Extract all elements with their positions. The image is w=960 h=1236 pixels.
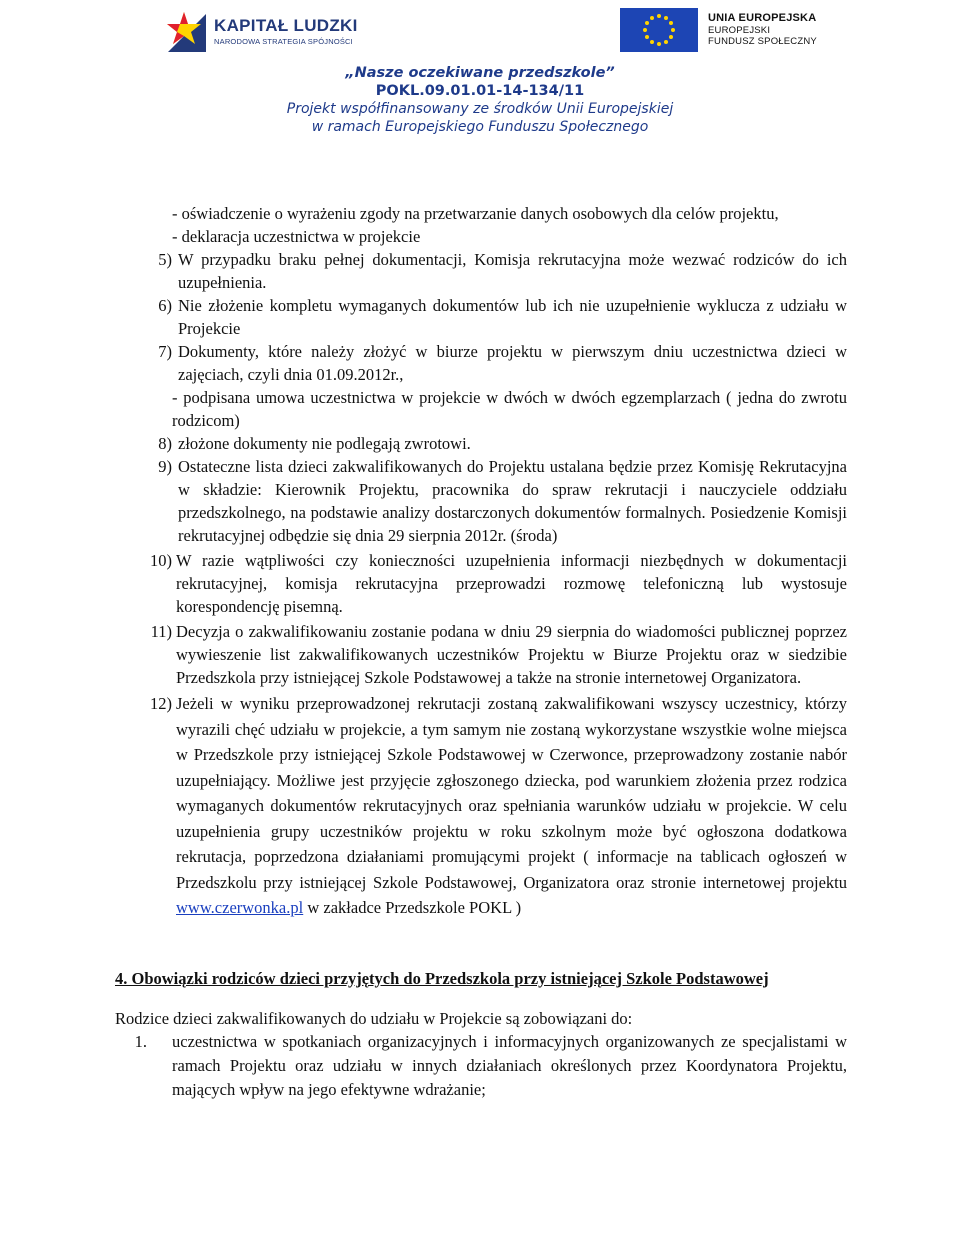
eu-logo-line3: FUNDUSZ SPOŁECZNY [708,36,817,47]
list-item-text [172,691,847,921]
list-item-number: 12) [150,694,172,713]
eu-flag-icon [620,8,698,52]
list-item-number: 7) [158,342,172,361]
list-item-text: Decyzja o zakwalifikowaniu zostanie podana w dniu 29 sierpnia do wiadomości publicznej poprzez wywieszenie list zakwalifikowanych uczestników Projektu w Biurze Projektu oraz w siedzibie Przedszkola przy istniejącej Szkole Podstawowej a także na stronie internetowej Organizatora. [176,622,847,687]
list-item-text: W razie wątpliwości czy konieczności uzupełnienia informacji niezbędnych w dokumentacji rekrutacyjnej, komisja rekrutacyjna przeprowadzi rozmowę telefoniczną lub wystosuje korespondencję pisemną. [176,551,847,616]
list-item-text: W przypadku braku pełnej dokumentacji, Komisja rekrutacyjna może wezwać rodziców do ich uzupełnienia. [178,250,847,292]
eu-logo-line1: UNIA EUROPEJSKA [708,12,817,24]
project-info [0,64,960,136]
list-item-12 [115,691,847,921]
list-item-7 [115,340,847,386]
page-header [0,0,960,140]
document-body [115,202,847,1102]
list-item-text-part: w zakładce Przedszkole POKL ) [303,898,522,917]
list-item-text: złożone dokumenty nie podlegają zwrotowi. [178,434,471,453]
bullet-declaration: - deklaracja uczestnictwa w projekcie [172,227,421,246]
eu-logo [620,6,830,52]
kapital-ludzki-title: KAPITAŁ LUDZKI [214,16,358,35]
list-item-8 [115,432,847,455]
list-item-11 [115,620,847,689]
project-fund: w ramach Europejskiego Funduszu Społecznego [311,119,649,135]
list-item-10 [115,549,847,618]
bullet-contract: - podpisana umowa uczestnictwa w projekcie w dwóch w dwóch egzemplarzach ( jedna do zwrotu rodzicom) [172,388,847,430]
list-item-text-part: Jeżeli w wyniku przeprowadzonej rekrutacji zostaną zakwalifikowani wszyscy uczestnicy, którzy wyrazili chęć udziału w projekcie, a tym samym nie zostaną wykorzystane wszystkie wolne miejsca w Przedszkole przy istniejącej Szkole Podstawowej w Czerwonce, przeprowadzony zostanie nabór uzupełniający. Możliwe jest przyjęcie zgłoszonego dziecka, pod warunkiem złożenia przez rodzica wymaganych dokumentów rekrutacyjnych oraz spełniania warunków udziału w projekcie. W celu uzupełnienia grupy uczestników projektu w roku szkolnym może być ogłoszona dodatkowa rekrutacja, poprzedzona działaniami promującymi projekt ( informacje na tablicach ogłoszeń w Przedszkolu przy istniejącej Szkole Podstawowej, Organizatora oraz stronie internetowej projektu [176,694,847,892]
project-cofinanced: Projekt współfinansowany ze środków Unii Europejskiej [286,101,674,117]
list-item-text: uczestnictwa w spotkaniach organizacyjnych i informacyjnych organizowanych ze specjalistami w ramach Projektu oraz udziału w innych działaniach określonych przez Koordynatora Projektu, mających wpływ na jego efektywne wdrażanie; [172,1031,847,1099]
kapital-ludzki-logo [160,6,360,54]
list-item-number: 6) [158,296,172,315]
list-item-text: Ostateczne lista dzieci zakwalifikowanych do Projektu ustalana będzie przez Komisję Rekrutacyjna w składzie: Kierownik Projektu, pracownika do spraw rekrutacji i nauczyciele oddziału przedszkolnego, na podstawie analizy dostarczonych dokumentów formalnych. Posiedzenie Komisji rekrutacyjnej odbędzie się dnia 29 sierpnia 2012r. (środa) [178,457,847,545]
list-item-number: 11) [150,622,172,641]
kapital-ludzki-subtitle: NARODOWA STRATEGIA SPÓJNOŚCI [214,37,353,46]
czerwonka-website-link[interactable]: www.czerwonka.pl [176,898,304,917]
list-item-number: 9) [158,457,172,476]
list-item-6 [115,294,847,340]
project-code: POKL.09.01.01-14-134/11 [375,83,585,99]
list-item-number: 1. [134,1031,147,1051]
project-name: „Nasze oczekiwane przedszkole” [345,65,615,81]
list-item-number: 5) [158,250,172,269]
bullet-consent: - oświadczenie o wyrażeniu zgody na przetwarzanie danych osobowych dla celów projektu, [172,204,779,223]
list-item-text: Dokumenty, które należy złożyć w biurze projektu w pierwszym dniu uczestnictwa dzieci w zajęciach, czyli dnia 01.09.2012r., [178,342,847,384]
eu-logo-line2: EUROPEJSKI [708,25,771,36]
list-item-5 [115,248,847,294]
list-item-number: 8) [158,434,172,453]
section-4-heading: 4. Obowiązki rodziców dzieci przyjętych do Przedszkola przy istniejącej Szkole Podstawowej [115,968,769,988]
list-item-number: 10) [150,551,172,570]
section-4-list-item-1 [115,1030,847,1102]
list-item-text: Nie złożenie kompletu wymaganych dokumentów lub ich nie uzupełnienie wyklucza z udziału w Projekcie [178,296,847,338]
list-item-9 [115,455,847,547]
section-4-intro: Rodzice dzieci zakwalifikowanych do udziału w Projekcie są zobowiązani do: [115,1008,633,1028]
kapital-ludzki-star-icon [160,6,208,54]
